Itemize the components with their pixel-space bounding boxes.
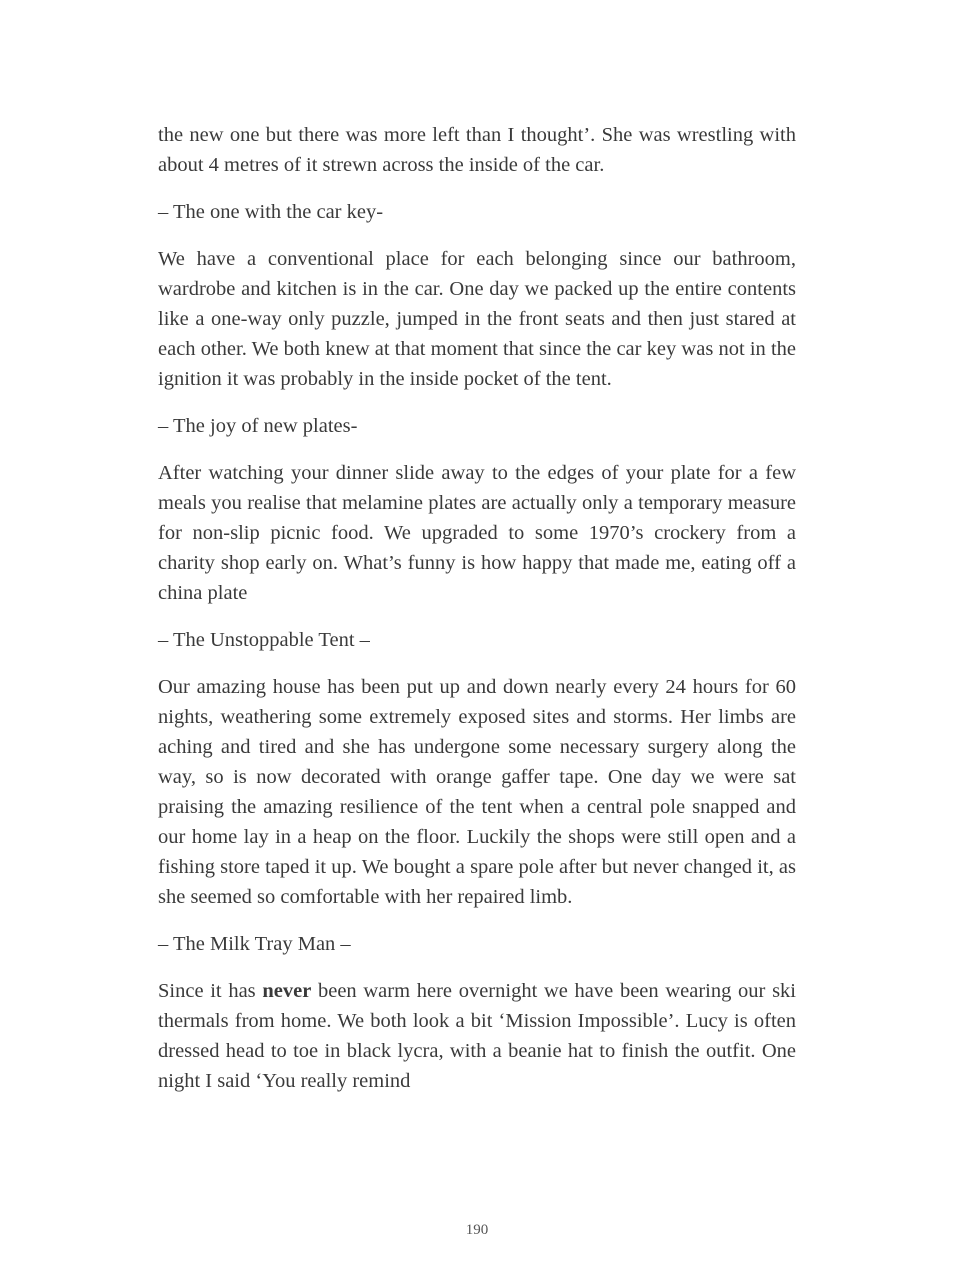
section-heading-car-key: – The one with the car key- bbox=[158, 201, 384, 223]
paragraph-text-start: Since it has bbox=[158, 980, 263, 1002]
paragraph-milk-tray-man bbox=[158, 976, 796, 1096]
paragraph-tent-tape: the new one but there was more left than I thought’. She was wrestling with about 4 metres of it strewn across the inside of the car. bbox=[158, 124, 796, 176]
section-heading-new-plates: – The joy of new plates- bbox=[158, 415, 358, 437]
paragraph-text-end: been warm here overnight we have been wearing our ski thermals from home. We both look a bit ‘Mission Impossible’. Lucy is often dressed head to toe in black lycra, with a beanie hat to finish the outfit. One night I said ‘You really remind bbox=[158, 980, 796, 1092]
paragraph-new-plates: After watching your dinner slide away to the edges of your plate for a few meals you realise that melamine plates are actually only a temporary measure for non-slip picnic food. We upgraded to some 1970’s crockery from a charity shop early on. What’s funny is how happy that made me, eating off a china plate bbox=[158, 462, 796, 604]
page-number: 190 bbox=[465, 1222, 489, 1238]
section-heading-unstoppable-tent: – The Unstoppable Tent – bbox=[158, 629, 370, 651]
page-body bbox=[158, 120, 796, 1113]
section-heading-milk-tray-man: – The Milk Tray Man – bbox=[158, 933, 351, 955]
emphasis-never: never bbox=[262, 980, 312, 1002]
paragraph-unstoppable-tent: Our amazing house has been put up and down nearly every 24 hours for 60 nights, weathering some extremely exposed sites and storms. Her limbs are aching and tired and she has undergone some necessary surgery along the way, so is now decorated with orange gaffer tape. One day we were sat praising the amazing resilience of the tent when a central pole snapped and our home lay in a heap on the floor. Luckily the shops were still open and a fishing store taped it up. We bought a spare pole after but never changed it, as she seemed so comfortable with her repaired limb. bbox=[158, 676, 796, 908]
paragraph-car-key: We have a conventional place for each belonging since our bathroom, wardrobe and kitchen is in the car. One day we packed up the entire contents like a one-way only puzzle, jumped in the front seats and then just stared at each other. We both knew at that moment that since the car key was not in the ignition it was probably in the inside pocket of the tent. bbox=[158, 248, 796, 390]
